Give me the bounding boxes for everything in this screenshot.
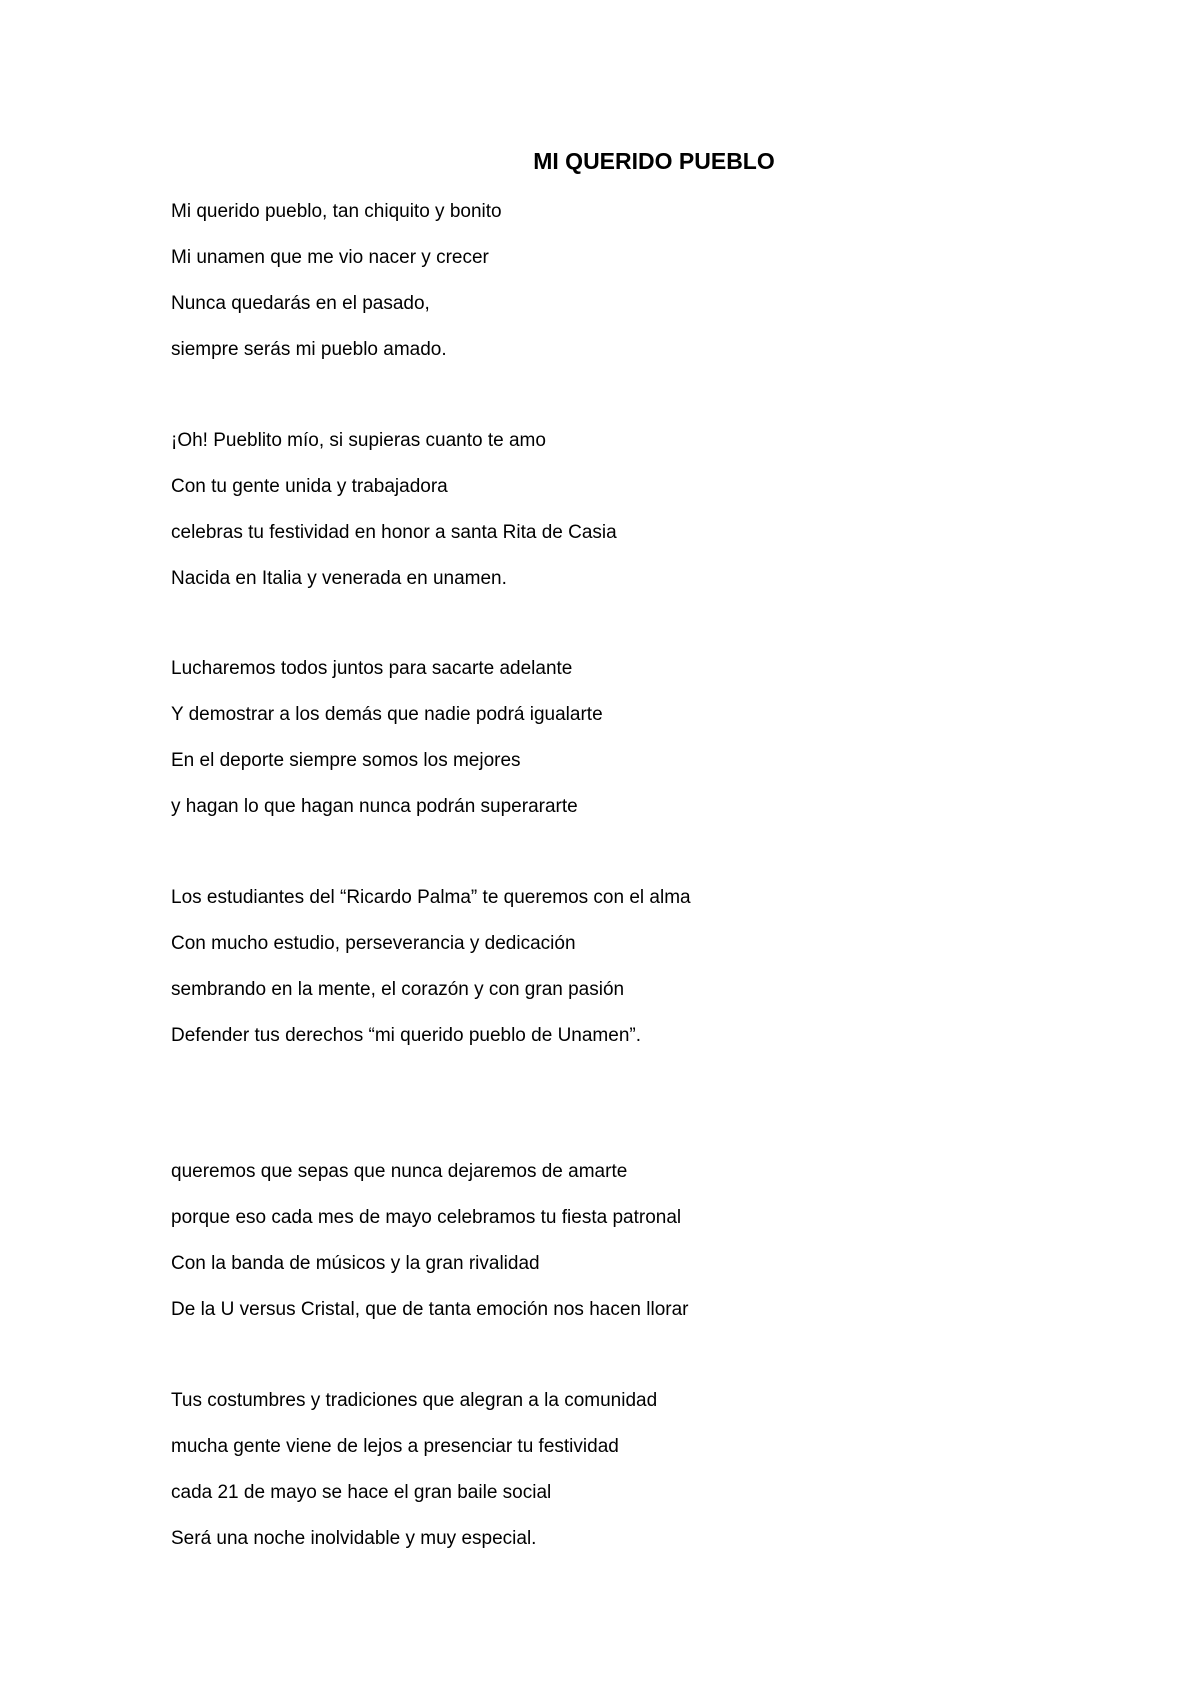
poem-title-row — [0, 146, 1200, 176]
poem-line: Nacida en Italia y venerada en unamen. — [171, 568, 507, 589]
poem-title: MI QUERIDO PUEBLO — [533, 148, 775, 174]
poem-line: Nunca quedarás en el pasado, — [171, 293, 430, 314]
poem-line: Y demostrar a los demás que nadie podrá igualarte — [171, 704, 603, 725]
poem-line: Lucharemos todos juntos para sacarte adelante — [171, 658, 573, 679]
poem-line: Será una noche inolvidable y muy especial. — [171, 1528, 537, 1549]
poem-line: Con la banda de músicos y la gran rivalidad — [171, 1253, 540, 1274]
poem-line: celebras tu festividad en honor a santa Rita de Casia — [171, 522, 617, 543]
poem-line: cada 21 de mayo se hace el gran baile social — [171, 1482, 552, 1503]
poem-line: porque eso cada mes de mayo celebramos tu fiesta patronal — [171, 1207, 682, 1228]
poem-line: siempre serás mi pueblo amado. — [171, 339, 447, 360]
poem-line: Los estudiantes del “Ricardo Palma” te queremos con el alma — [171, 887, 691, 908]
poem-line: Con tu gente unida y trabajadora — [171, 476, 448, 497]
poem-line: sembrando en la mente, el corazón y con gran pasión — [171, 979, 625, 1000]
poem-line: Mi querido pueblo, tan chiquito y bonito — [171, 201, 502, 222]
poem-line: ¡Oh! Pueblito mío, si supieras cuanto te amo — [171, 430, 546, 451]
poem-line: Mi unamen que me vio nacer y crecer — [171, 247, 489, 268]
poem-line: y hagan lo que hagan nunca podrán superararte — [171, 796, 578, 817]
poem-line: Defender tus derechos “mi querido pueblo de Unamen”. — [171, 1025, 641, 1046]
poem-line: Tus costumbres y tradiciones que alegran a la comunidad — [171, 1390, 658, 1411]
poem-line: Con mucho estudio, perseverancia y dedicación — [171, 933, 576, 954]
poem-line: queremos que sepas que nunca dejaremos de amarte — [171, 1161, 628, 1182]
poem-line: mucha gente viene de lejos a presenciar tu festividad — [171, 1436, 619, 1457]
poem-line: En el deporte siempre somos los mejores — [171, 750, 521, 771]
poem-line: De la U versus Cristal, que de tanta emoción nos hacen llorar — [171, 1299, 689, 1320]
